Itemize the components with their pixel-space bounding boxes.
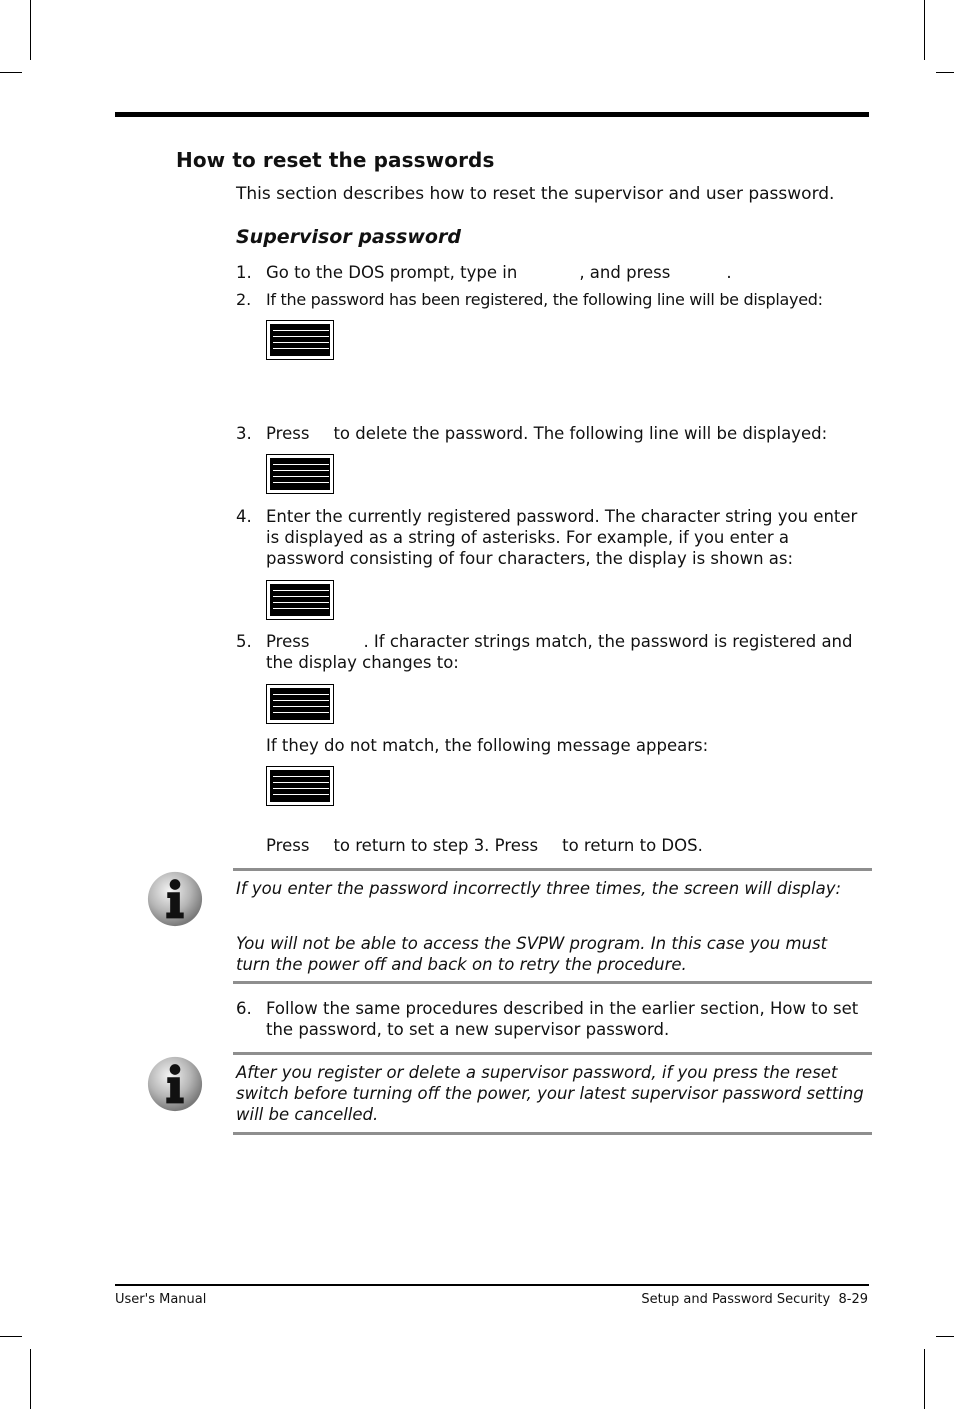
crop-mark	[0, 1336, 22, 1337]
note-text: After you register or delete a supervisor password, if you press the reset switch before turning off the power, your latest supervisor password setting will be cancelled.	[236, 1063, 864, 1124]
step-number: 3.	[236, 424, 252, 443]
info-icon	[146, 870, 204, 928]
crop-mark	[924, 1349, 925, 1409]
step-number: 5.	[236, 632, 252, 651]
step-number: 2.	[236, 290, 252, 309]
note-text: You will not be able to access the SVPW program. In this case you must turn the power off and back on to retry the procedure.	[236, 934, 828, 974]
note-text: If you enter the password incorrectly three times, the screen will display:	[236, 879, 842, 898]
header-rule	[115, 112, 869, 117]
footer-left: User's Manual	[115, 1292, 207, 1307]
note-rule	[233, 981, 872, 984]
screen-display	[266, 580, 334, 620]
subsection-title: Supervisor password	[236, 226, 461, 248]
step-number: 4.	[236, 507, 252, 526]
note-rule	[233, 1052, 872, 1055]
crop-mark	[30, 1349, 31, 1409]
note-rule	[233, 868, 872, 871]
section-title: How to reset the passwords	[176, 148, 495, 172]
crop-mark	[924, 0, 925, 60]
return-line: Press to return to step 3. Press to return to DOS.	[266, 836, 703, 855]
info-icon	[146, 1055, 204, 1113]
crop-mark	[936, 1336, 954, 1337]
step-number: 1.	[236, 263, 252, 282]
crop-mark	[936, 72, 954, 73]
note-rule	[233, 1132, 872, 1135]
crop-mark	[30, 0, 31, 60]
screen-display	[266, 684, 334, 724]
intro-text: This section describes how to reset the supervisor and user password.	[236, 184, 835, 204]
mismatch-text: If they do not match, the following message appears:	[266, 736, 709, 755]
footer-rule	[115, 1284, 869, 1286]
footer-right: Setup and Password Security 8-29	[641, 1292, 868, 1307]
screen-display	[266, 320, 334, 360]
screen-display	[266, 454, 334, 494]
step-number: 6.	[236, 999, 252, 1018]
crop-mark	[0, 72, 22, 73]
screen-display	[266, 766, 334, 806]
